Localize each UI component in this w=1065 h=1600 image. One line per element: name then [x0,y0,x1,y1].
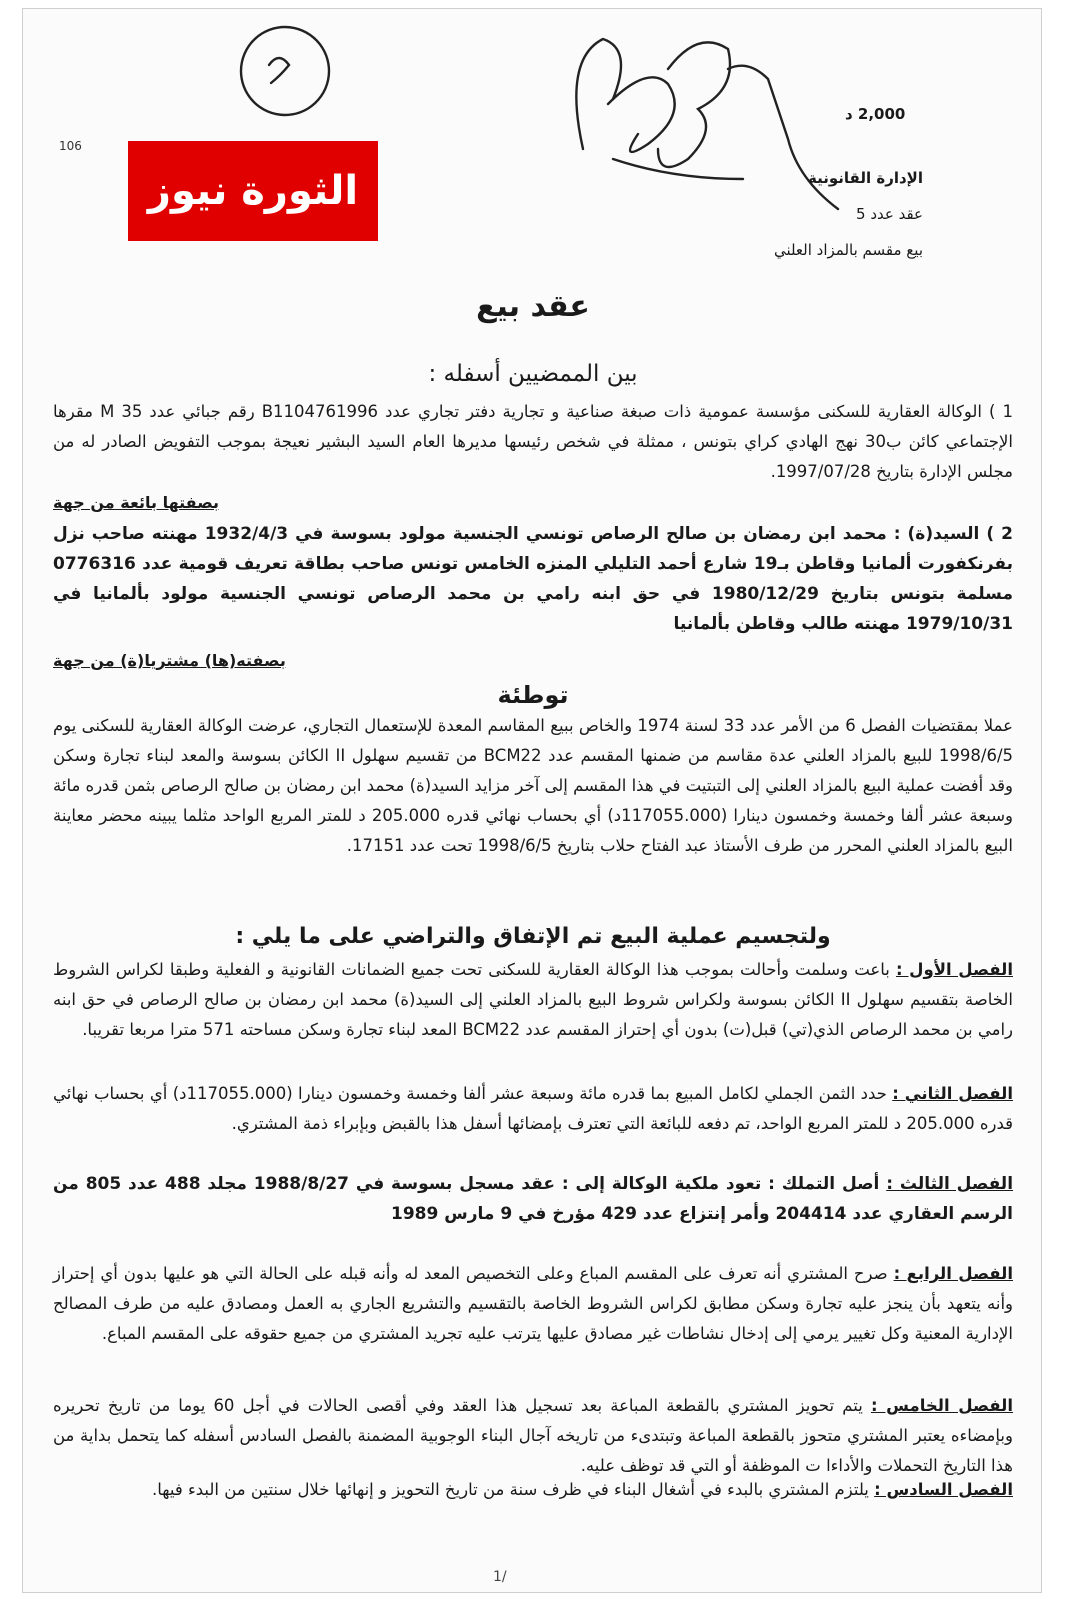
article-1 [53,955,1013,1045]
article-5-label: الفصل الخامس : [870,1396,1014,1415]
stamp-price: 2,000 د [845,105,906,123]
parties-heading: بين الممضيين أسفله : [428,361,638,387]
article-1-text: باعت وسلمت وأحالت بموجب هذا الوكالة العقارية للسكنى تحت جميع الضمانات القانونية و الفعلية وطبقا لكراس الشروط الخاصة بتقسيم سهلول II الكائن بسوسة ولكراس شروط البيع بالمزاد العلني إلى السيد(ة) محمد ابن رمضان بن صالح الرصاص في حق ابنه رامي بن محمد الرصاص الذي(تي) قبل(ت) بدون أي إحتراز المقسم عدد BCM22 المعد لبناء تجارة وسكن مساحته 571 مترا مربعا تقريبا. [53,960,1013,1039]
party-two-paragraph: 2 ) السيد(ة) : محمد ابن رمضان بن صالح الرصاص تونسي الجنسية مولود بسوسة في 1932/4/3 مهنته صاحب نزل بفرنكفورت ألمانيا وقاطن بـ19 شارع أحمد التليلي المنزه الخامس تونس صاحب بطاقة تعريف قومية عدد 0776316 مسلمة بتونس بتاريخ 1980/12/29 في حق ابنه رامي بن محمد الرصاص تونسي الجنسية مولود بألمانيا في 1979/10/31 مهنته طالب وقاطن بألمانيا [53,524,1014,634]
article-6-label: الفصل السادس : [874,1480,1013,1499]
party-two-role: بصفته(ها) مشتريا(ة) من جهة [53,651,286,670]
article-3-text: أصل التملك : تعود ملكية الوكالة إلى : عقد مسجل بسوسة في 1988/8/27 مجلد 488 عدد 805 من الرسم العقاري عدد 204414 وأمر إنتزاع عدد 429 مؤرخ في 9 مارس 1989 [53,1174,1013,1224]
header-contract-number: عقد عدد 5 [856,205,923,223]
article-4-label: الفصل الرابع : [893,1264,1014,1283]
party-two-role-row [53,651,1013,670]
document-title: عقد بيع [476,289,590,324]
article-3 [53,1169,1013,1229]
header-department: الإدارة القانونية [808,169,923,187]
party-one-role-row [53,493,1013,512]
article-5-text: يتم تحويز المشتري بالقطعة المباعة بعد تسجيل هذا العقد وفي أقصى الحالات في أجل 60 يوما من تاريخ تحريره وبإمضاءه يعتبر المشتري متحوز بالقطعة المباعة وتبتدىء من تاريخه آجال البناء الوجوبية المضمنة بالفصل السادس أسفله كما يتحمل بداية من هذا التاريخ التحملات والأداءا ت الموظفة أو التي قد توظف عليه. [53,1396,1013,1475]
article-2 [53,1079,1013,1139]
party-one-role: بصفتها بائعة من جهة [53,493,219,512]
article-1-label: الفصل الأول : [895,960,1013,979]
article-6-text: يلتزم المشتري بالبدء في أشغال البناء في ظرف سنة من تاريخ التحويز و إنهائها خلال سنتين من البدء فيها. [151,1480,869,1499]
preamble-paragraph: عملا بمقتضيات الفصل 6 من الأمر عدد 33 لسنة 1974 والخاص ببيع المقاسم المعدة للإستعمال التجاري، عرضت الوكالة العقارية للسكنى يوم 1998/6/5 للبيع بالمزاد العلني عدة مقاسم من ضمنها المقسم عدد BCM22 من تقسيم سهلول II الكائن بسوسة والمعد لبناء تجارة وسكن وقد أفضت عملية البيع بالمزاد العلني إلى التبتيت في هذا المقسم إلى آخر مزايد السيد(ة) محمد ابن رمضان بن صالح الرصاص بثمن قدره مائة وسبعة عشر ألفا وخمسة وخمسون دينارا (117055.000د) أي بحساب نهائي قدره 205.000 د للمتر المربع الواحد مثلما يبينه محضر معاينة البيع بالمزاد العلني المحرر من طرف الأستاذ عبد الفتاح حلاب بتاريخ 1998/6/5 تحت عدد 17151. [53,716,1014,855]
news-watermark-badge: الثورة نيوز [128,141,378,241]
article-2-label: الفصل الثاني : [892,1084,1013,1103]
article-3-label: الفصل الثالث : [886,1174,1014,1194]
document-page [22,8,1042,1593]
header-contract-type: بيع مقسم بالمزاد العلني [773,241,923,259]
preamble-title: توطئة [497,681,569,709]
page-number: 106 [59,139,82,153]
party-one-paragraph: 1 ) الوكالة العقارية للسكنى مؤسسة عمومية ذات صبغة صناعية و تجارية دفتر تجاري عدد B1104761996 رقم جبائي عدد 35 M مقرها الإجتماعي كائن ب30 نهج الهادي كراي بتونس ، ممثلة في شخص رئيسها مديرها العام السيد البشير نعيجة بموجب التفويض الصادر له من مجلس الإدارة بتاريخ 1997/07/28. [53,402,1014,481]
article-5 [53,1391,1013,1481]
article-4 [53,1259,1013,1349]
article-2-text: حدد الثمن الجملي لكامل المبيع بما قدره مائة وسبعة عشر ألفا وخمسة وخمسون دينارا (117055.000د) أي بحساب نهائي قدره 205.000 د للمتر المربع الواحد، تم دفعه للبائعة التي تعترف بإمضائها أسفل هذا بالقبض وبإبراء ذمة المشتري. [53,1084,1013,1133]
article-4-text: صرح المشتري أنه تعرف على المقسم المباع وعلى التخصيص المعد له وأنه قبله على الحالة التي هو عليها بدون أي إحتراز وأنه يتعهد بأن ينجز عليه تجارة وسكن مطابق لكراس الشروط الخاصة بالتقسيم والتشريع الجاري به العمل ومصادق عليه من طرف المصالح الإدارية المعنية وكل تغيير يرمي إلى إدخال نشاطات غير مصادق عليها يترتب عليه تجريد المشتري من جميع حقوقه على المقسم المباع. [53,1264,1013,1343]
page-footer-mark: 1/ [493,1569,507,1585]
agreement-heading: ولتجسيم عملية البيع تم الإتفاق والتراضي على ما يلي : [235,924,831,949]
article-6 [53,1475,1013,1505]
